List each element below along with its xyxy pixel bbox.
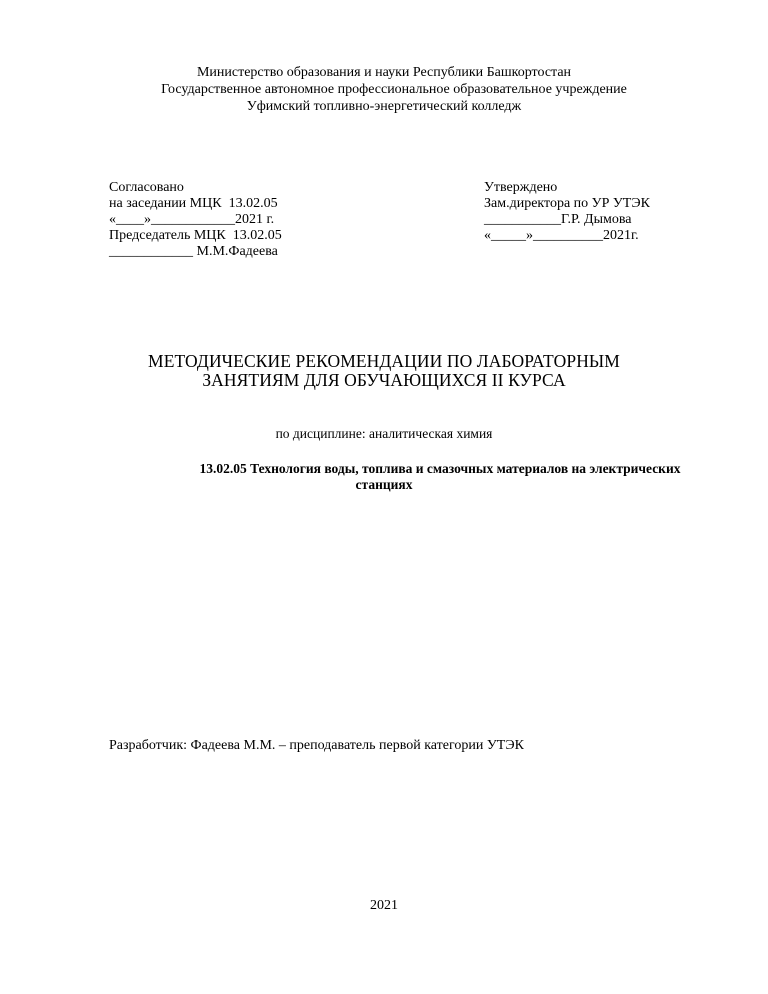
meeting-line: на заседании МЦК 13.02.05 [109, 196, 278, 211]
title-line-2: ЗАНЯТИЯМ ДЛЯ ОБУЧАЮЩИХСЯ II КУРСА [202, 370, 566, 390]
deputy-signature-line: ___________Г.Р. Дымова [484, 212, 632, 227]
deputy-director-line: Зам.директора по УР УТЭК [484, 196, 650, 211]
agreed-label: Согласовано [109, 180, 184, 195]
specialty-line-2: станциях [355, 477, 413, 492]
discipline-line: по дисциплине: аналитическая химия [275, 426, 493, 441]
approval-date-line: «_____»__________2021г. [484, 228, 639, 243]
ministry-line: Министерство образования и науки Республики Башкортостан [196, 65, 572, 80]
chairman-signature-line: ____________ М.М.Фадеева [109, 244, 278, 259]
college-line: Уфимский топливно-энергетический колледж [246, 99, 522, 114]
year: 2021 [370, 898, 398, 913]
developer-line: Разработчик: Фадеева М.М. – преподаватель первой категории УТЭК [109, 738, 524, 753]
chairman-line: Председатель МЦК 13.02.05 [109, 228, 282, 243]
specialty-line-1: 13.02.05 Технология воды, топлива и смазочных материалов на электрических [199, 461, 681, 476]
institution-line: Государственное автономное профессиональное образовательное учреждение [161, 82, 627, 97]
title-line-1: МЕТОДИЧЕСКИЕ РЕКОМЕНДАЦИИ ПО ЛАБОРАТОРНЫМ [148, 351, 620, 371]
date-line: «____»____________2021 г. [109, 212, 275, 227]
approved-label: Утверждено [484, 180, 558, 195]
